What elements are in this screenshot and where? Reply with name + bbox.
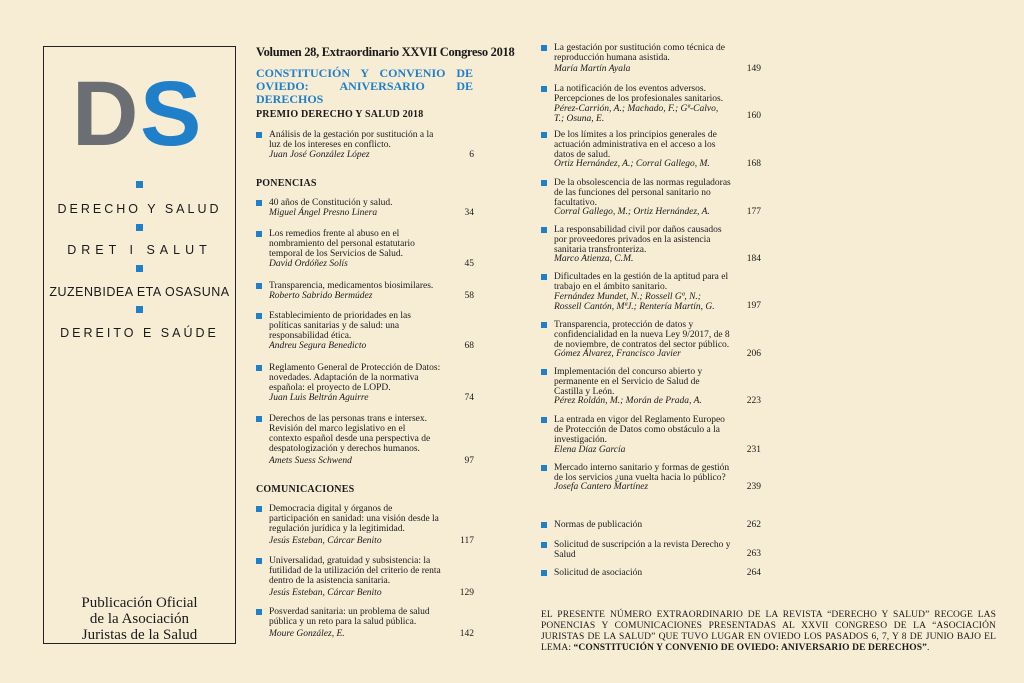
issue-heading: CONSTITUCIÓN Y CONVENIO DE OVIEDO: ANIVERSARIO DE DERECHOS — [256, 66, 473, 106]
cover-language-es: DERECHO Y SALUD — [57, 202, 222, 216]
bullet-icon — [541, 45, 547, 51]
issue-note — [541, 610, 996, 654]
journal-cover — [43, 46, 236, 644]
entry-page: 117 — [460, 536, 474, 546]
entry-page: 149 — [746, 64, 761, 74]
entry-author: Marco Atienza, C.M. — [554, 254, 634, 264]
blue-square-icon — [136, 224, 143, 231]
entry-page: 6 — [469, 150, 474, 160]
entry-title: Mercado interno sanitario y formas de gestión de los servicios ¿una vuelta hacia lo público? — [554, 463, 730, 483]
bullet-icon — [541, 522, 547, 528]
entry-page: 264 — [746, 568, 761, 578]
entry-author: Elena Díaz García — [554, 445, 626, 455]
entry-title: La responsabilidad civil por daños causados por proveedores privados en la asistencia sanitaria transfronteriza. — [554, 225, 722, 255]
bullet-icon — [541, 180, 547, 186]
entry-page: 58 — [464, 291, 474, 301]
entry-author: Juan Luis Beltrán Aguirre — [269, 393, 369, 403]
logo-letter-s: S — [140, 63, 202, 165]
cover-language-gl: DEREITO E SAÚDE — [60, 326, 219, 340]
entry-title: Posverdad sanitaria: un problema de salud pública y un reto para la salud pública. — [269, 607, 430, 627]
entry-page: 177 — [746, 207, 761, 217]
note-text: EL PRESENTE NÚMERO EXTRAORDINARIO DE LA REVISTA “DERECHO Y SALUD” RECOGE LAS PONENCIAS Y COMUNICACIONES PRESENTADAS AL XXVII CONGRESO DE LA “ASOCIACIÓN JURISTAS DE LA SALUD” QUE TUVO LUGAR EN OVIEDO LOS PASADOS 6, 7, Y 8 DE JUNIO BAJO EL LEMA: — [541, 610, 996, 653]
entry-author: Ortiz Hernández, A.; Corral Gallego, M. — [554, 159, 710, 169]
entry-title: La gestación por sustitución como técnica de reproducción humana asistida. — [554, 43, 725, 63]
bullet-icon — [256, 416, 262, 422]
entry-author: Moure González, E. — [269, 629, 345, 639]
entry-page: 262 — [746, 520, 761, 530]
ds-logo — [72, 63, 232, 165]
entry-page: 129 — [459, 588, 474, 598]
entry-author: Juan José González López — [269, 150, 370, 160]
footer-line: Publicación Oficial — [81, 595, 198, 611]
entry-page: 142 — [459, 629, 474, 639]
entry-page: 45 — [464, 259, 474, 269]
entry-page: 197 — [746, 301, 761, 311]
entry-title: Reglamento General de Protección de Datos: novedades. Adaptación de la normativa española: el proyecto de LOPD. — [269, 363, 441, 393]
section-comunicaciones: COMUNICACIONES — [256, 484, 355, 495]
entry-page: 74 — [464, 393, 474, 403]
bullet-icon — [256, 313, 262, 319]
entry-page: 239 — [746, 482, 761, 492]
entry-title: Universalidad, gratuidad y subsistencia: la futilidad de la utilización del criterio de renta dentro de la asistencia sanitaria. — [269, 556, 441, 586]
publisher-footer — [44, 595, 235, 643]
volume-title: Volumen 28, Extraordinario XXVII Congreso 2018 — [256, 45, 515, 59]
entry-author: Fernández Mundet, N.; Rossell Gª, N.; Rossell Cantón, MªJ.; Rentería Martín, G. — [554, 292, 715, 312]
bullet-icon — [541, 274, 547, 280]
entry-title: Análisis de la gestación por sustitución a la luz de los intereses en conflicto. — [269, 130, 434, 150]
entry-author: Amets Suess Schwend — [269, 456, 352, 466]
section-premio: PREMIO DERECHO Y SALUD 2018 — [256, 109, 424, 120]
entry-page: 68 — [464, 341, 474, 351]
entry-page: 34 — [464, 208, 474, 218]
entry-author: David Ordóñez Solís — [269, 259, 348, 269]
entry-author: Pérez-Carrión, A.; Machado, F.; Gª-Calvo, T.; Osuna, E. — [554, 104, 719, 124]
entry-title: 40 años de Constitución y salud. — [269, 198, 393, 208]
entry-author: Andreu Segura Benedicto — [269, 341, 367, 351]
bullet-icon — [541, 322, 547, 328]
entry-title: De los límites a los principios generales de actuación administrativa en el acceso a los datos de salud. — [554, 130, 717, 160]
entry-page: 206 — [746, 349, 761, 359]
section-ponencias: PONENCIAS — [256, 178, 317, 189]
entry-author: Josefa Cantero Martínez — [554, 482, 649, 492]
entry-title: Normas de publicación — [554, 520, 643, 530]
bullet-icon — [256, 506, 262, 512]
bullet-icon — [256, 132, 262, 138]
entry-title: Democracia digital y órganos de participación en sanidad: una visión desde la regulación jurídica y la legitimidad. — [269, 504, 439, 534]
entry-title: Derechos de las personas trans e intersex. Revisión del marco legislativo en el contexto español desde una perspectiva de despatologización y derechos humanos. — [269, 414, 431, 454]
bullet-icon — [541, 465, 547, 471]
cover-language-eu: ZUZENBIDEA ETA OSASUNA — [49, 285, 230, 299]
entry-author: Miguel Ángel Presno Linera — [269, 208, 378, 218]
entry-title: De la obsolescencia de las normas reguladoras de las funciones del personal sanitario no facultativo. — [554, 178, 731, 208]
note-end: . — [926, 643, 930, 653]
bullet-icon — [541, 227, 547, 233]
entry-page: 231 — [746, 445, 761, 455]
logo-letter-d: D — [72, 63, 137, 165]
entry-title: La entrada en vigor del Reglamento Europeo de Protección de Datos como obstáculo a la investigación. — [554, 415, 725, 445]
entry-title: Transparencia, medicamentos biosimilares. — [269, 281, 434, 291]
entry-title: Transparencia, protección de datos y confidencialidad en la nueva Ley 9/2017, de 8 de noviembre, de contratos del sector público. — [554, 320, 730, 350]
entry-title: Solicitud de suscripción a la revista Derecho y Salud — [554, 540, 731, 560]
bullet-icon — [541, 417, 547, 423]
entry-author: Gómez Álvarez, Francisco Javier — [554, 349, 681, 359]
blue-square-icon — [136, 265, 143, 272]
entry-author: Pérez Roldán, M.; Morán de Prada, A. — [554, 396, 702, 406]
entry-page: 160 — [746, 111, 761, 121]
bullet-icon — [256, 558, 262, 564]
entry-title: Implementación del concurso abierto y permanente en el Servicio de Salud de Castilla y León. — [554, 367, 703, 397]
entry-author: Jesús Esteban, Cárcar Benito — [269, 588, 382, 598]
footer-line: Juristas de la Salud — [81, 627, 198, 643]
bullet-icon — [256, 283, 262, 289]
bullet-icon — [541, 369, 547, 375]
bullet-icon — [256, 365, 262, 371]
bullet-icon — [541, 132, 547, 138]
entry-author: Roberto Sabrido Bermúdez — [269, 291, 373, 301]
footer-line: de la Asociación — [89, 611, 190, 627]
cover-language-ca: DRET I SALUT — [67, 243, 212, 257]
bullet-icon — [256, 200, 262, 206]
entry-page: 184 — [746, 254, 761, 264]
entry-page: 223 — [746, 396, 761, 406]
entry-page: 263 — [746, 549, 761, 559]
bullet-icon — [541, 542, 547, 548]
entry-title: Los remedios frente al abuso en el nombramiento del personal estatutario temporal de los Servicios de Salud. — [269, 229, 415, 259]
blue-square-icon — [136, 181, 143, 188]
bullet-icon — [541, 86, 547, 92]
entry-author: María Martín Ayala — [554, 64, 631, 74]
entry-title: Establecimiento de prioridades en las políticas sanitarias y de salud: una responsabilidad ética. — [269, 311, 411, 341]
bullet-icon — [256, 609, 262, 615]
entry-title: Solicitud de asociación — [554, 568, 643, 578]
entry-author: Corral Gallego, M.; Ortiz Hernández, A. — [554, 207, 710, 217]
entry-author: Jesús Esteban, Cárcar Benito — [269, 536, 382, 546]
entry-title: La notificación de los eventos adversos. Percepciones de los profesionales sanitarios. — [554, 84, 724, 104]
blue-square-icon — [136, 306, 143, 313]
bullet-icon — [256, 231, 262, 237]
entry-page: 168 — [746, 159, 761, 169]
entry-page: 97 — [464, 456, 474, 466]
note-motto: “CONSTITUCIÓN Y CONVENIO DE OVIEDO: ANIVERSARIO DE DERECHOS” — [573, 643, 927, 653]
entry-title: Dificultades en la gestión de la aptitud para el trabajo en el ámbito sanitario. — [554, 272, 729, 292]
bullet-icon — [541, 570, 547, 576]
